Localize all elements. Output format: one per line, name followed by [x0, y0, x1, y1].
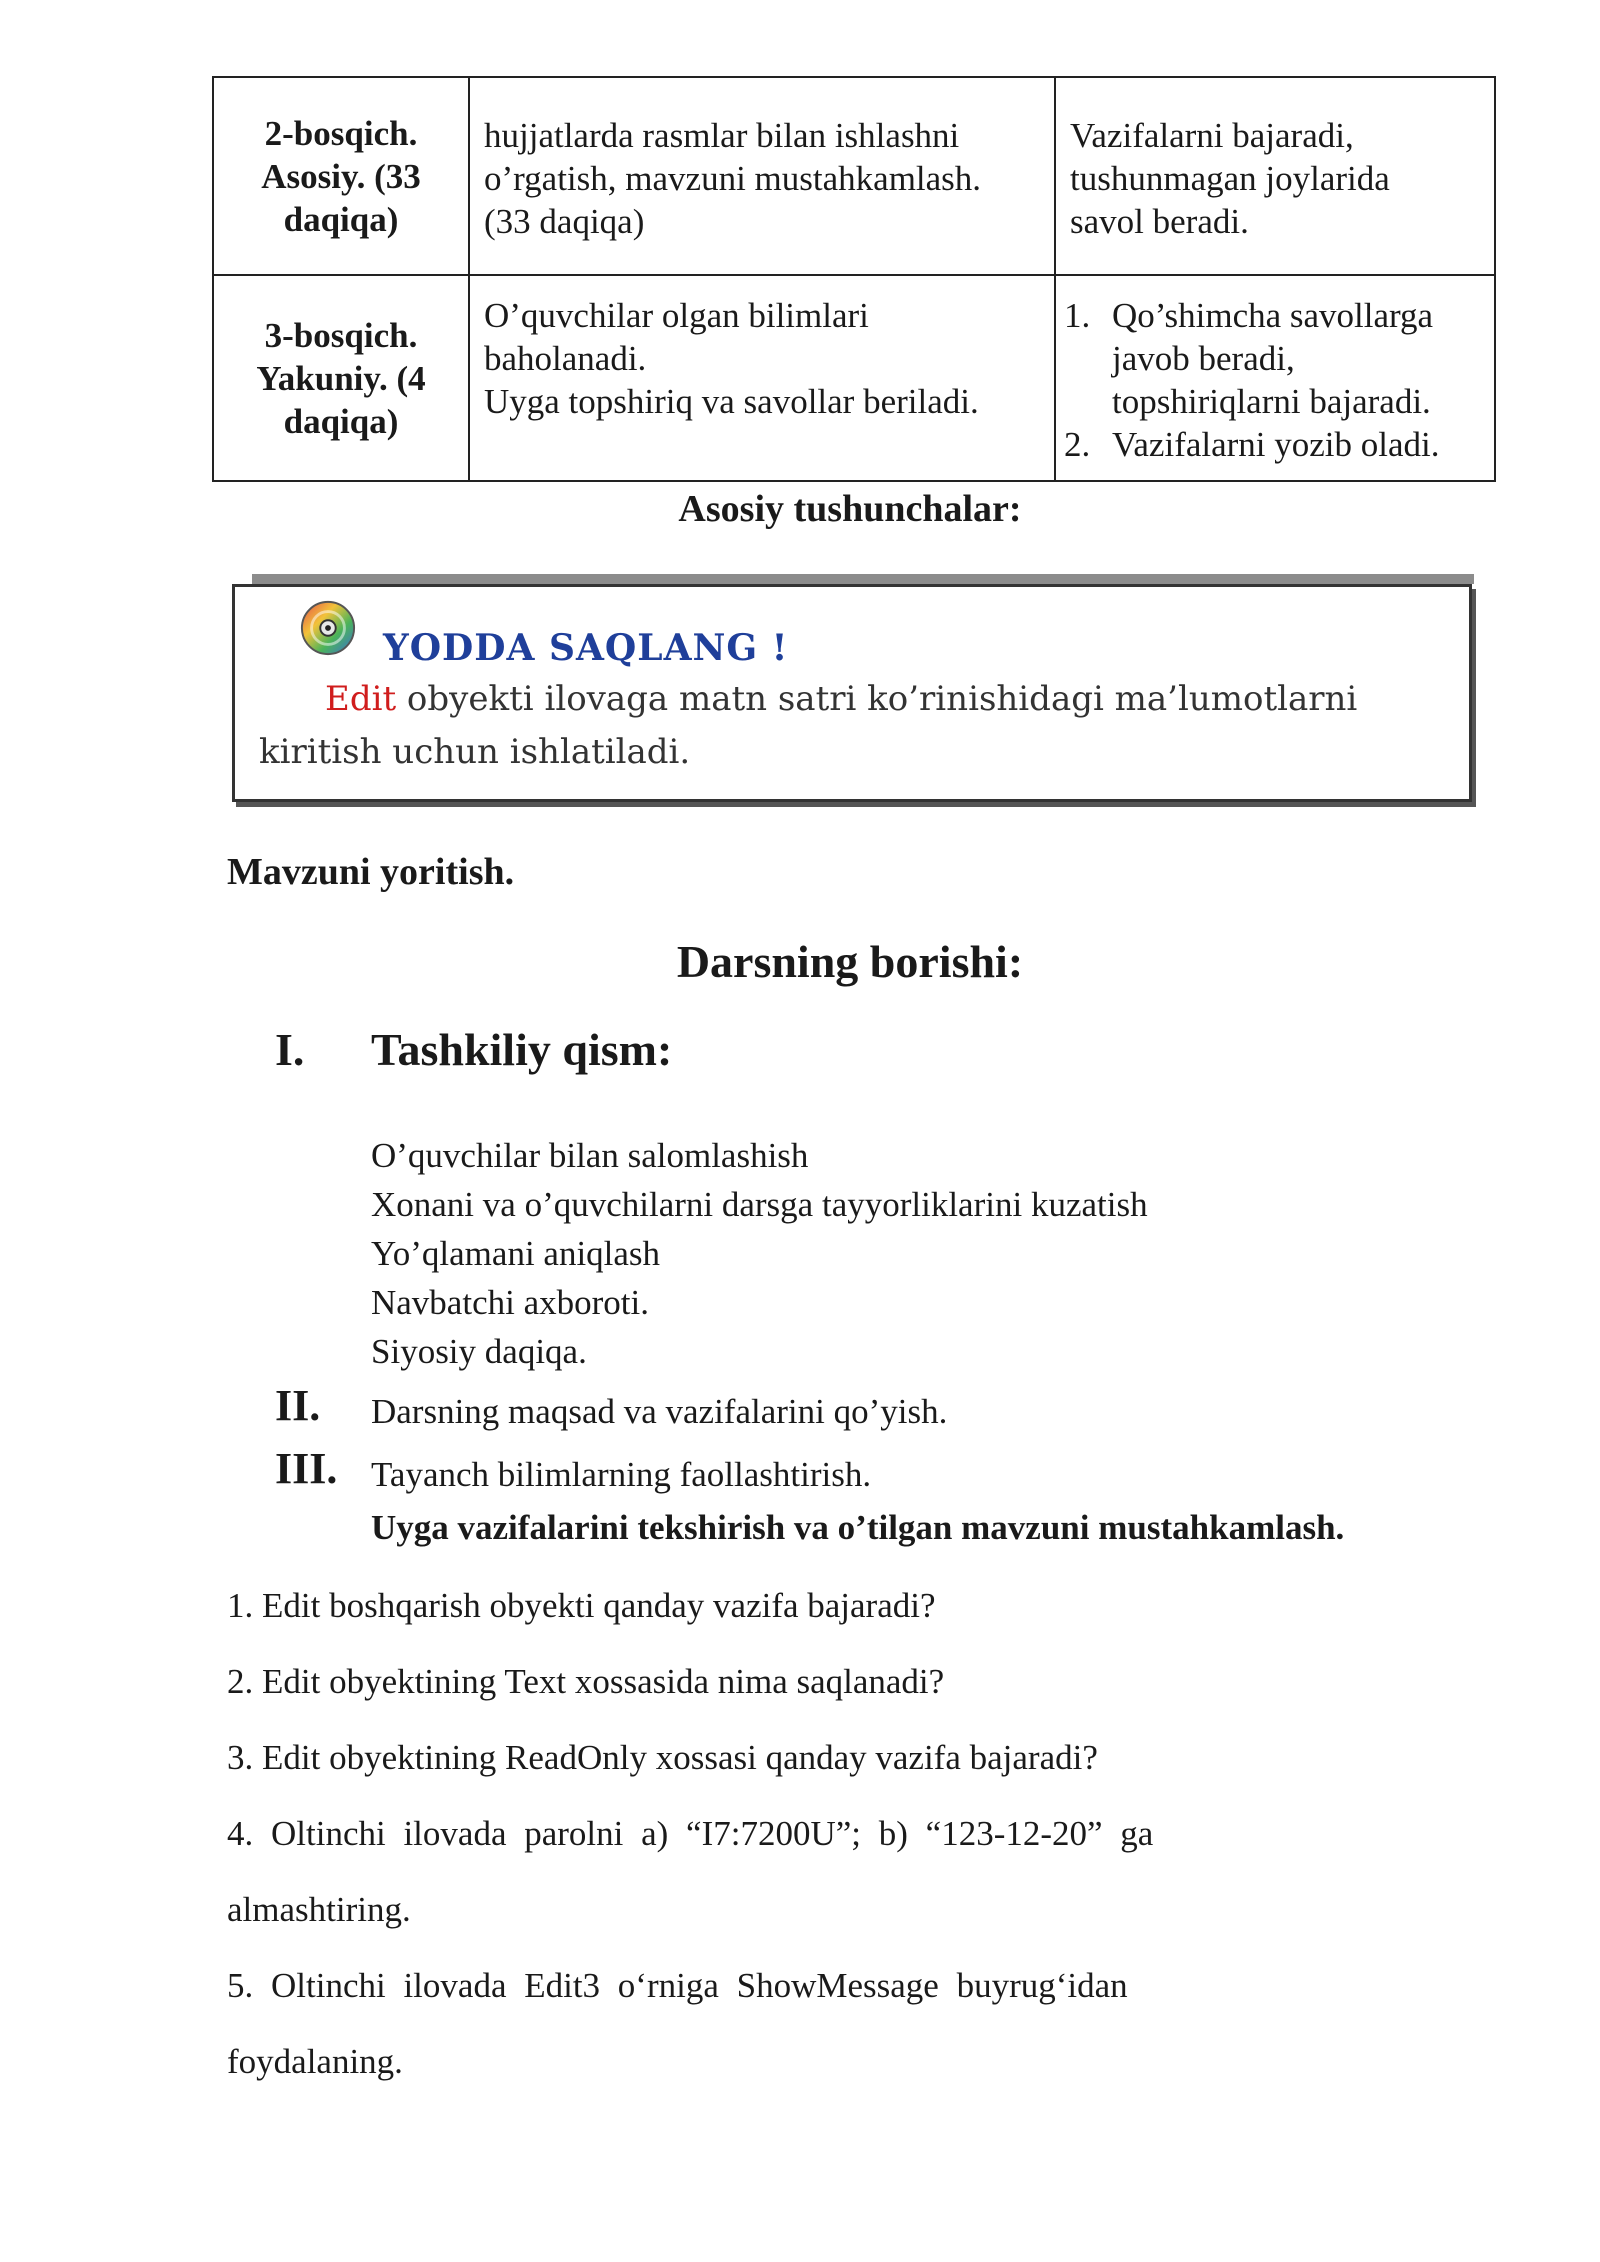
cell-line: topshiriqlarni bajaradi.	[1112, 382, 1431, 421]
stage-line: daqiqa)	[283, 199, 399, 239]
remember-text	[259, 673, 1449, 779]
student-activity-list	[1064, 294, 1480, 466]
student-activity-cell	[1055, 275, 1495, 481]
list-item	[1064, 423, 1480, 466]
cell-line: tushunmagan joylarida	[1070, 159, 1390, 198]
remember-box	[232, 584, 1472, 802]
cell-line: javob beradi,	[1112, 339, 1295, 378]
question-item: foydalaning.	[227, 2042, 403, 2081]
list-number: 1.	[1064, 296, 1091, 335]
section-text: Tayanch bilimlarning faollashtirish.	[371, 1455, 872, 1494]
section-text: Darsning maqsad va vazifalarini qo’yish.	[371, 1392, 948, 1431]
question-item: almashtiring.	[227, 1890, 411, 1929]
question-item: 3. Edit obyektining ReadOnly xossasi qanday vazifa bajaradi?	[227, 1738, 1098, 1777]
lesson-flow-heading: Darsning borishi:	[676, 936, 1024, 987]
list-item	[1064, 294, 1480, 423]
section-number: I.	[275, 1024, 305, 1075]
question-item: 5. Oltinchi ilovada Edit3 o‘rniga ShowMessage buyrug‘idan	[227, 1966, 1128, 2005]
stage-line: 3-bosqich.	[264, 315, 418, 355]
stage-cell	[213, 275, 469, 481]
section-bold-text: Uyga vazifalarini tekshirish va o’tilgan mavzuni mustahkamlash.	[371, 1508, 1345, 1547]
student-activity-cell	[1055, 77, 1495, 275]
section-title: Tashkiliy qism:	[371, 1024, 673, 1075]
remember-box-shadow	[252, 574, 1474, 584]
remember-body: obyekti ilovaga matn satri ko’rinishidagi ma’lumotlarni kiritish uchun ishlatiladi.	[259, 679, 1358, 772]
key-concepts-heading: Asosiy tushunchalar:	[678, 488, 1022, 530]
list-item: Navbatchi axboroti.	[371, 1283, 649, 1322]
cell-line: o’rgatish, mavzuni mustahkamlash.	[484, 159, 982, 198]
table-row	[213, 77, 1495, 275]
cell-line: (33 daqiqa)	[484, 202, 645, 241]
section-number: II.	[275, 1381, 321, 1430]
stage-line: Asosiy. (33	[261, 156, 421, 196]
teacher-activity-cell	[469, 275, 1055, 481]
table-row	[213, 275, 1495, 481]
cell-line: hujjatlarda rasmlar bilan ishlashni	[484, 116, 960, 155]
list-item: Siyosiy daqiqa.	[371, 1332, 587, 1371]
stage-cell	[213, 77, 469, 275]
cell-line: Qo’shimcha savollarga	[1112, 296, 1434, 335]
remember-title: YODDA SAQLANG !	[383, 627, 789, 669]
highlight-word: Edit	[325, 679, 397, 719]
lesson-stages-table	[212, 76, 1496, 482]
teacher-activity-cell	[469, 77, 1055, 275]
cell-line: Vazifalarni yozib oladi.	[1112, 425, 1440, 464]
stage-line: daqiqa)	[283, 401, 399, 441]
stage-line: 2-bosqich.	[264, 113, 418, 153]
cell-line: baholanadi.	[484, 339, 647, 378]
cell-line: O’quvchilar olgan bilimlari	[484, 296, 869, 335]
question-item: 4. Oltinchi ilovada parolni a) “I7:7200U”; b) “123-12-20” ga	[227, 1814, 1154, 1853]
question-item: 1. Edit boshqarish obyekti qanday vazifa bajaradi?	[227, 1586, 936, 1625]
cell-line: Vazifalarni bajaradi,	[1070, 116, 1354, 155]
cell-line: savol beradi.	[1070, 202, 1249, 241]
list-item: Xonani va o’quvchilarni darsga tayyorliklarini kuzatish	[371, 1185, 1148, 1224]
list-number: 2.	[1064, 425, 1091, 464]
question-item: 2. Edit obyektining Text xossasida nima saqlanadi?	[227, 1662, 945, 1701]
list-item: Yo’qlamani aniqlash	[371, 1234, 661, 1273]
list-item: O’quvchilar bilan salomlashish	[371, 1136, 809, 1175]
cd-disc-icon	[299, 599, 357, 657]
topic-heading: Mavzuni yoritish.	[227, 851, 515, 893]
section-number: III.	[275, 1444, 338, 1493]
cell-line: Uyga topshiriq va savollar beriladi.	[484, 382, 979, 421]
stage-line: Yakuniy. (4	[256, 358, 426, 398]
